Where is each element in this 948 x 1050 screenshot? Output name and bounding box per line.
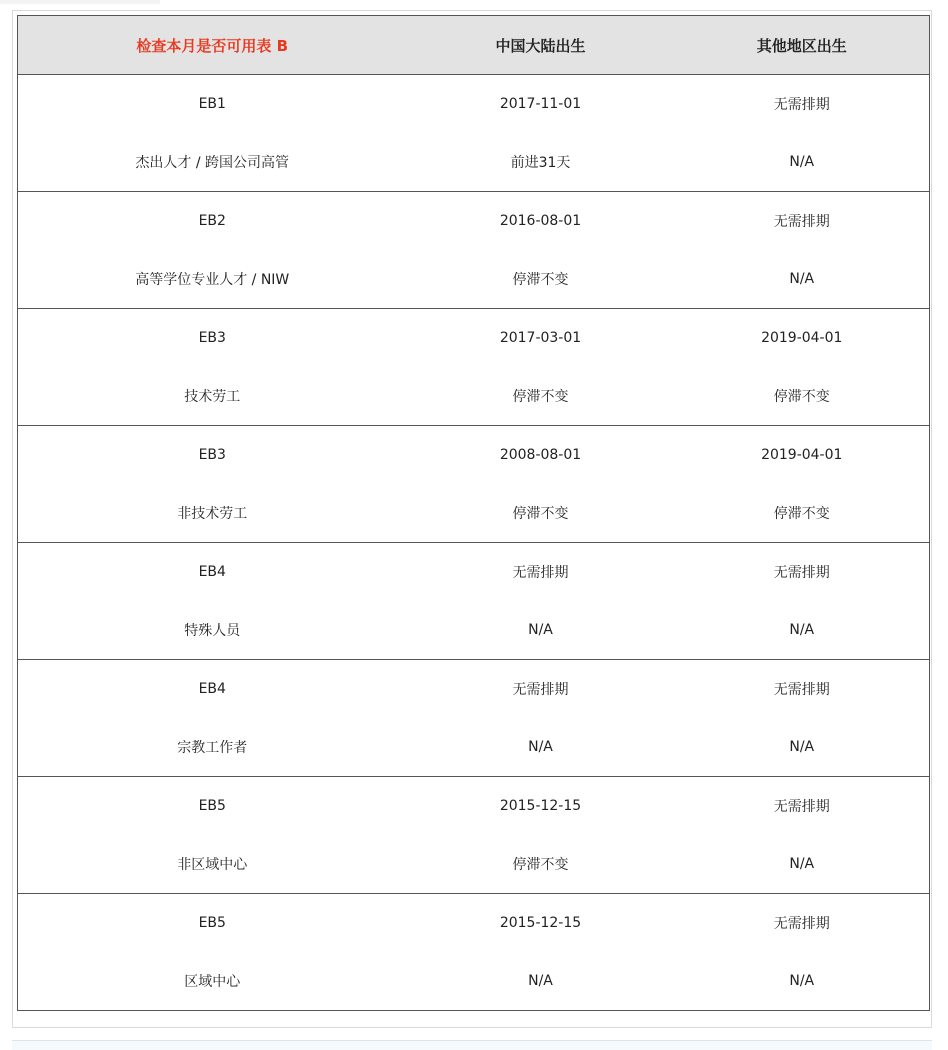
- table-row: [18, 952, 930, 1011]
- category-code: EB4: [18, 660, 407, 719]
- china-change: 停滞不变: [512, 389, 569, 405]
- category-description: 杰出人才 / 跨国公司高管: [135, 155, 290, 171]
- category-description: 非区域中心: [177, 857, 248, 873]
- other-date: 无需排期: [675, 75, 930, 134]
- china-change: 停滞不变: [512, 857, 569, 873]
- table-row: [18, 426, 930, 485]
- china-date: 2017-03-01: [407, 309, 675, 368]
- china-change: 停滞不变: [512, 272, 569, 288]
- category-description: 宗教工作者: [177, 740, 248, 756]
- china-date: 2017-11-01: [407, 75, 675, 134]
- category-description: 高等学位专业人才 / NIW: [135, 272, 290, 288]
- china-date: 2008-08-01: [407, 426, 675, 485]
- other-change: 停滞不变: [773, 389, 830, 405]
- other-change: N/A: [789, 856, 815, 872]
- table-row: [18, 543, 930, 602]
- china-date: 无需排期: [407, 660, 675, 719]
- category-description: 非技术劳工: [177, 506, 248, 522]
- category-code: EB3: [18, 426, 407, 485]
- other-change: 停滞不变: [773, 506, 830, 522]
- other-date: 无需排期: [675, 660, 930, 719]
- other-date: 2019-04-01: [675, 426, 930, 485]
- other-date: 无需排期: [675, 894, 930, 953]
- header-other-regions: 其他地区出生: [675, 16, 930, 75]
- other-change: N/A: [789, 739, 815, 755]
- other-change: N/A: [789, 154, 815, 170]
- category-code: EB5: [18, 894, 407, 953]
- table-row: [18, 660, 930, 719]
- table-row: [18, 75, 930, 134]
- china-date: 2015-12-15: [407, 777, 675, 836]
- visa-bulletin-table: [17, 15, 930, 1011]
- table-row: [18, 601, 930, 660]
- china-change: N/A: [407, 952, 675, 1011]
- china-change: N/A: [528, 622, 553, 638]
- other-change: N/A: [789, 271, 815, 287]
- china-date: 2015-12-15: [407, 894, 675, 953]
- china-date: 2016-08-01: [407, 192, 675, 251]
- table-row: [18, 718, 930, 777]
- other-date: 无需排期: [675, 192, 930, 251]
- other-change: N/A: [789, 622, 815, 638]
- page-top-strip: [0, 0, 160, 4]
- china-change: N/A: [528, 739, 553, 755]
- category-code: EB5: [18, 777, 407, 836]
- table-row: [18, 894, 930, 953]
- china-change: 前进31天: [510, 155, 571, 171]
- header-chart-b-link[interactable]: 检查本月是否可用表 B: [18, 16, 407, 75]
- table-row: [18, 192, 930, 251]
- category-code: EB4: [18, 543, 407, 602]
- other-date: 无需排期: [675, 777, 930, 836]
- table-row: [18, 133, 930, 192]
- china-date: 无需排期: [407, 543, 675, 602]
- table-row: [18, 835, 930, 894]
- category-description: 区域中心: [18, 952, 407, 1011]
- other-change: N/A: [675, 952, 930, 1011]
- table-header-row: [18, 16, 930, 75]
- table-row: [18, 484, 930, 543]
- table-row: [18, 309, 930, 368]
- category-description: 技术劳工: [184, 389, 241, 405]
- category-code: EB2: [18, 192, 407, 251]
- category-code: EB3: [18, 309, 407, 368]
- header-mainland-china: 中国大陆出生: [407, 16, 675, 75]
- other-date: 2019-04-01: [675, 309, 930, 368]
- table-row: [18, 777, 930, 836]
- china-change: 停滞不变: [512, 506, 569, 522]
- table-row: [18, 250, 930, 309]
- category-code: EB1: [18, 75, 407, 134]
- other-date: 无需排期: [675, 543, 930, 602]
- table-row: [18, 367, 930, 426]
- category-description: 特殊人员: [184, 623, 241, 639]
